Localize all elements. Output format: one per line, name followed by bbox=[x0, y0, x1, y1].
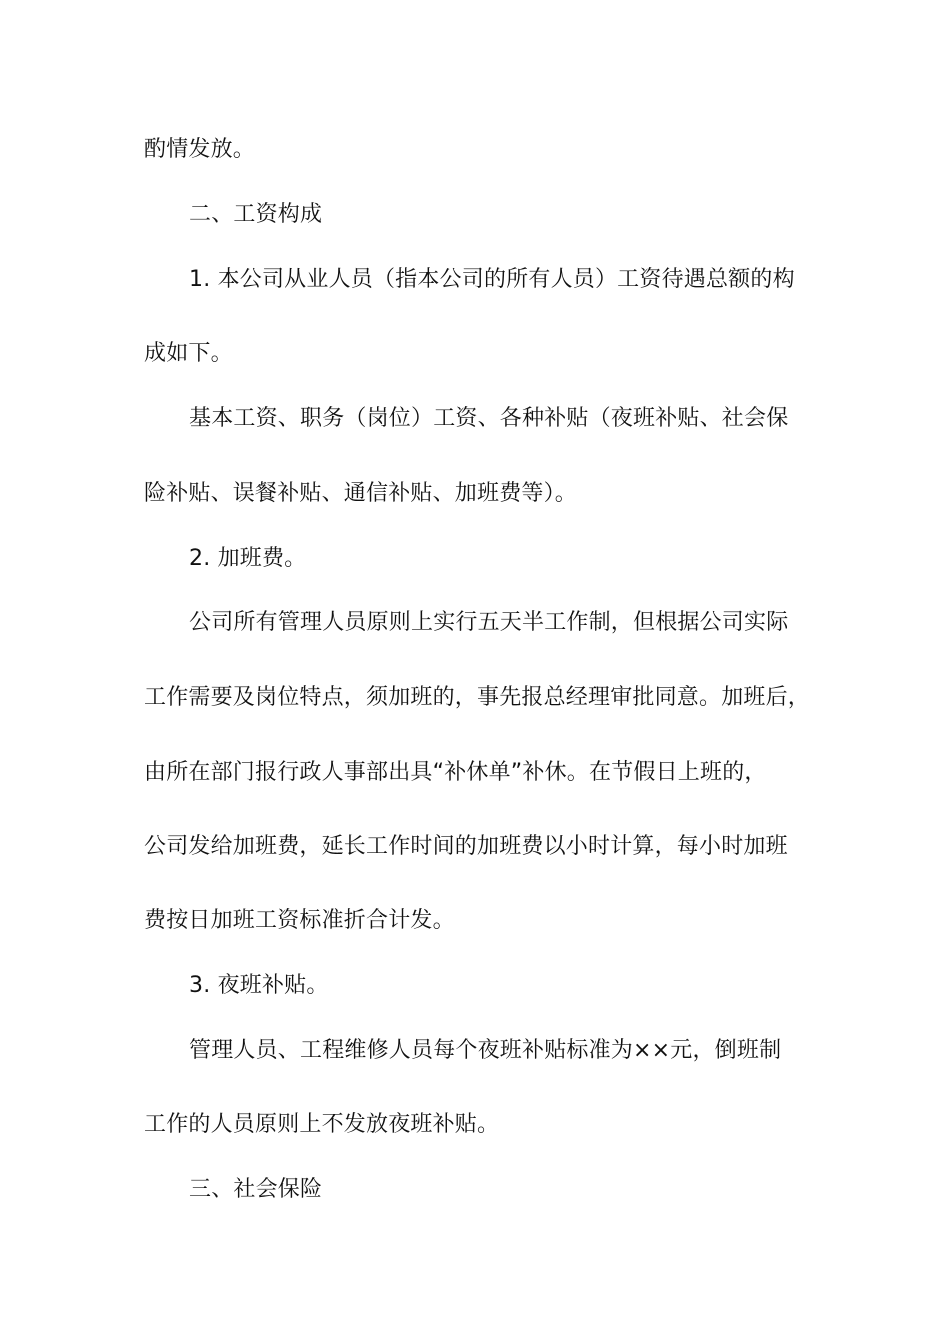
clause-3-title: 3. 夜班补贴。 bbox=[189, 973, 329, 998]
text-line-continuation: 酌情发放。 bbox=[144, 137, 256, 162]
clause-2-title: 2. 加班费。 bbox=[189, 546, 307, 571]
section-heading-social-insurance: 三、社会保险 bbox=[189, 1177, 323, 1202]
overtime-paragraph-line-1: 公司所有管理人员原则上实行五天半工作制，但根据公司实际 bbox=[189, 610, 789, 635]
clause-1-continuation: 成如下。 bbox=[144, 341, 233, 366]
salary-components-line-2: 险补贴、误餐补贴、通信补贴、加班费等）。 bbox=[144, 481, 578, 506]
night-shift-paragraph-line-1: 管理人员、工程维修人员每个夜班补贴标准为××元，倒班制 bbox=[189, 1038, 782, 1063]
overtime-paragraph-line-3: 由所在部门报行政人事部出具“补休单”补休。在节假日上班的， bbox=[144, 760, 767, 785]
salary-components-line-1: 基本工资、职务（岗位）工资、各种补贴（夜班补贴、社会保 bbox=[189, 406, 789, 431]
section-heading-salary-structure: 二、工资构成 bbox=[189, 202, 323, 227]
clause-1-title: 1. 本公司从业人员（指本公司的所有人员）工资待遇总额的构 bbox=[189, 267, 795, 292]
overtime-paragraph-line-2: 工作需要及岗位特点，须加班的，事先报总经理审批同意。加班后， bbox=[144, 685, 811, 710]
overtime-paragraph-line-4: 公司发给加班费，延长工作时间的加班费以小时计算，每小时加班 bbox=[144, 834, 788, 859]
overtime-paragraph-line-5: 费按日加班工资标准折合计发。 bbox=[144, 908, 455, 933]
night-shift-paragraph-line-2: 工作的人员原则上不发放夜班补贴。 bbox=[144, 1112, 500, 1137]
